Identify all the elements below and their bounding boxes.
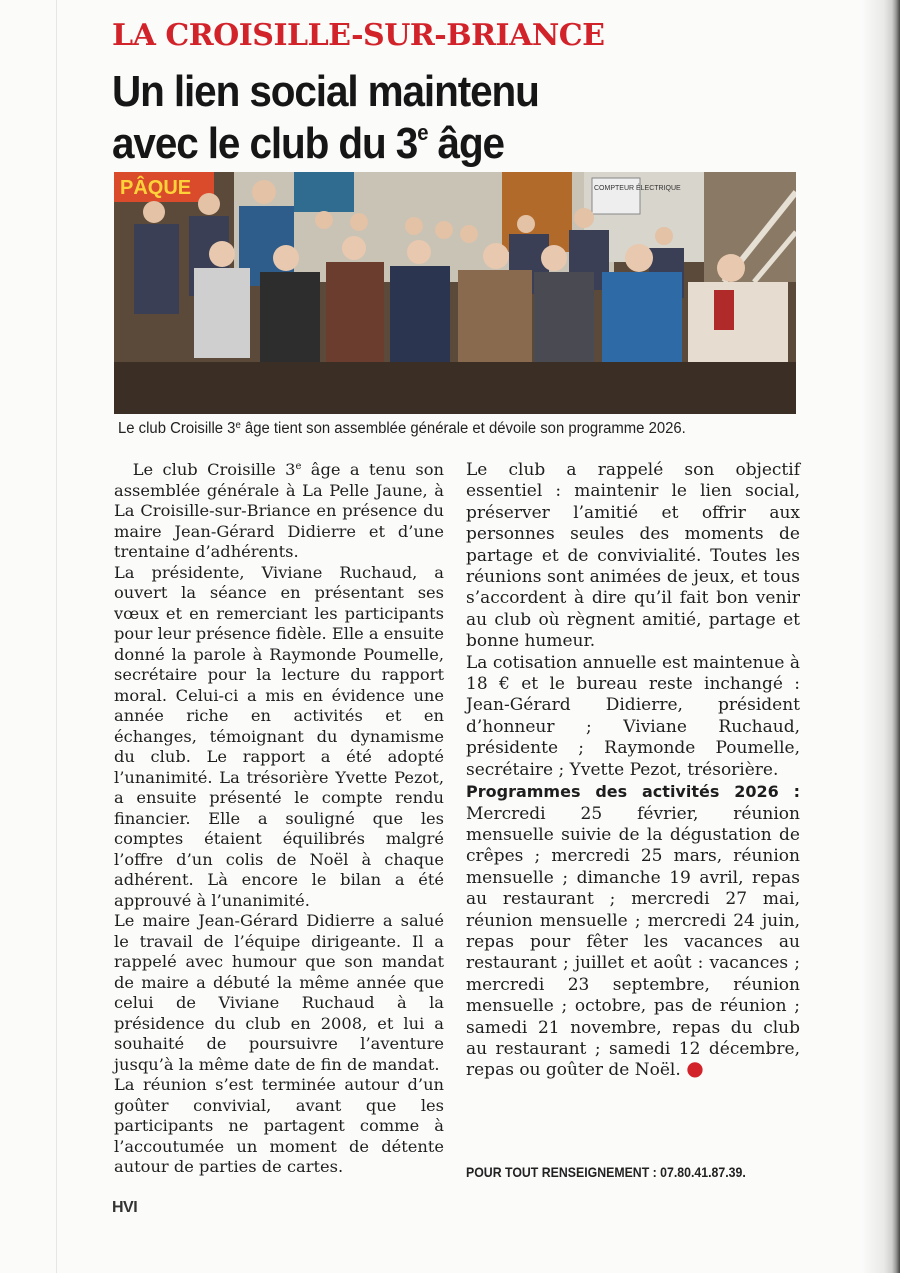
- page-code: HVI: [112, 1199, 138, 1216]
- headline-line-1: Un lien social maintenu: [112, 67, 539, 116]
- article-column-left: [114, 460, 444, 1178]
- end-mark: ●: [686, 1056, 704, 1081]
- headline-line-2: avec le club du 3e âge: [112, 119, 504, 168]
- paragraph-6: La cotisation annuelle est maintenue à 18 € et le bureau reste inchangé : Jean-Gérard Didierre, président d’honneur ; Viviane Ruchaud, présidente ; Raymonde Poumelle, secrétaire ; Yvette Pezot, trésorière.: [466, 652, 800, 780]
- group-photo: [114, 172, 796, 414]
- paragraph-1: Le club Croisille 3e âge a tenu son assemblée générale à La Pelle Jaune, à La Croisille-sur-Briance en présence du maire Jean-Gérard Didierre et d’une trentaine d’adhérents.: [114, 460, 444, 561]
- paragraph-5: Le club a rappelé son objectif essentiel : maintenir le lien social, préserver l’amitié et offrir aux personnes seules des moments de partage et de convivialité. Toutes les réunions sont animées de jeux, et tous s’accordent à dire qu’il fait bon venir au club où règnent amitié, partage et bonne humeur.: [466, 460, 800, 652]
- photo-wall-sign: COMPTEUR ÉLECTRIQUE: [594, 185, 681, 192]
- article-kicker: LA CROISILLE-SUR-BRIANCE: [112, 18, 605, 53]
- scan-margin-line: [56, 0, 57, 1273]
- scan-edge-shadow: [862, 0, 900, 1273]
- program-text: Mercredi 25 février, réunion mensuelle suivie de la dégustation de crêpes ; mercredi 25 mars, réunion mensuelle ; dimanche 19 avril, repas au restaurant ; mercredi 27 mai, réunion mensuelle ; mercredi 24 juin, repas pour fêter les vacances au restaurant ; juillet et août : vacances ; mercredi 23 septembre, réunion mensuelle ; octobre, pas de réunion ; samedi 21 novembre, repas du club au restaurant ; samedi 12 décembre, repas ou goûter de Noël.: [466, 803, 800, 1081]
- photo-banner: PÂQUE: [120, 177, 192, 199]
- program-heading: Programmes des activités 2026 :: [466, 782, 800, 802]
- info-line: POUR TOUT RENSEIGNEMENT : 07.80.41.87.39.: [466, 1164, 746, 1180]
- article-headline: [112, 66, 539, 170]
- article-column-right: [466, 460, 800, 1082]
- paragraph-2: La présidente, Viviane Ruchaud, a ouvert la séance en présentant ses vœux et en remerciant les participants pour leur présence fidèle. Elle a ensuite donné la parole à Raymonde Poumelle, secrétaire pour la lecture du rapport moral. Celui-ci a mis en évidence une année riche en activités et en échanges, témoignant du dynamisme du club. Le rapport a été adopté l’unanimité. La trésorière Yvette Pezot, a ensuite présenté le compte rendu financier. Elle a souligné que les comptes étaient équilibrés malgré l’offre d’un colis de Noël à chaque adhérent. Là encore le bilan a été approuvé à l’unanimité.: [114, 562, 445, 910]
- paragraph-4: La réunion s’est terminée autour d’un goûter convivial, avant que les participants ne partagent comme à l’accoutumée un moment de détente autour de parties de cartes.: [114, 1075, 444, 1176]
- program-paragraph: [466, 781, 800, 1082]
- photo-caption: Le club Croisille 3e âge tient son assemblée générale et dévoile son programme 2026.: [118, 420, 686, 437]
- paragraph-3: Le maire Jean-Gérard Didierre a salué le travail de l’équipe dirigeante. Il a rappelé avec humour que son mandat de maire a débuté la même année que celui de Viviane Ruchaud à la présidence du club en 2008, et lui a souhaité de poursuivre l’aventure jusqu’à la même date de fin de mandat.: [114, 911, 444, 1074]
